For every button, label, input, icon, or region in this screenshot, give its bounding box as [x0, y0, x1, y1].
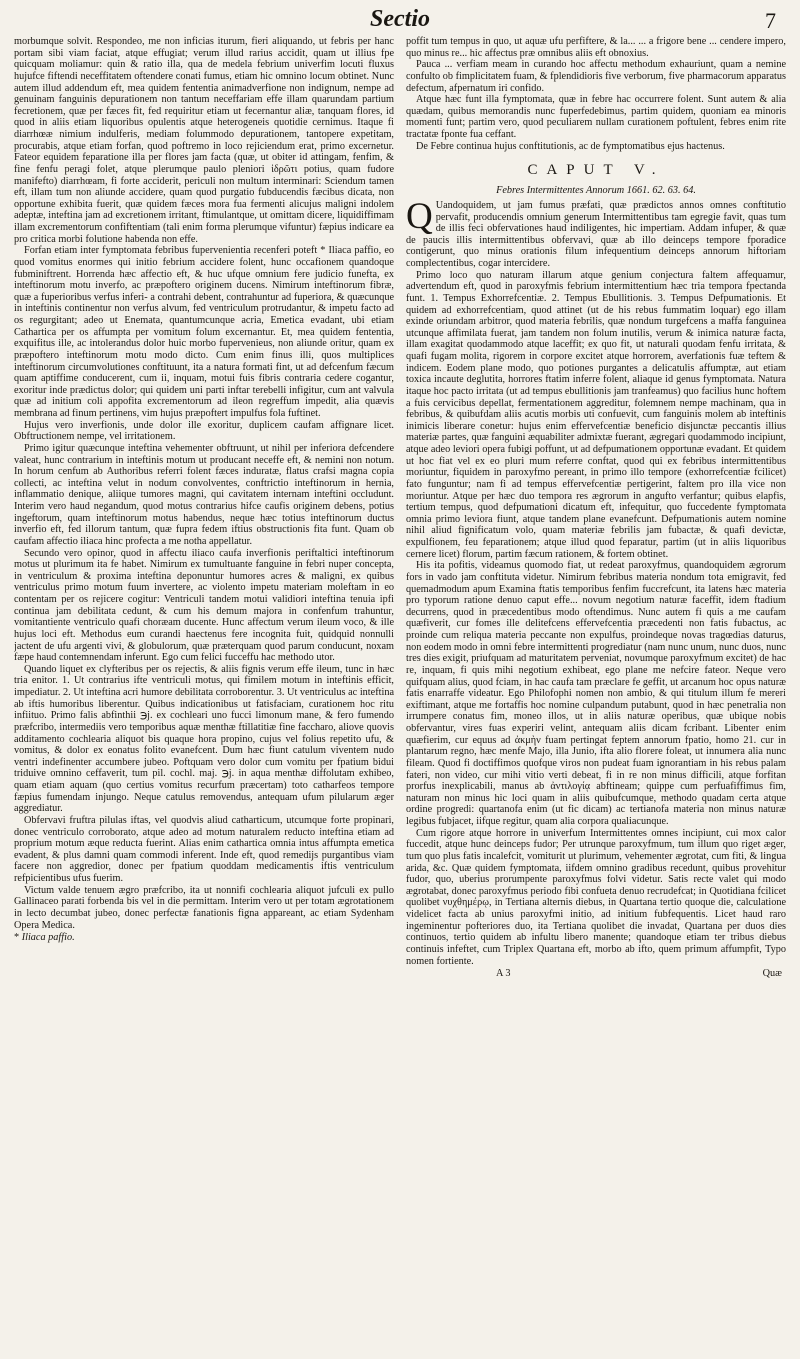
paragraph: Primo loco quo naturam illarum atque genium conjectura faltem affequamur, advertendum eft, quod in paroxyfmis febrium intermittentium hæc tria tempora fpectanda funt. 1. Tempus Exhorrefcentiæ. 2. Tempus Ebullitionis. 3. Tempus Defpumationis. Et quidem ad exhorrefcentiam, quod attinet (ut de his rebus fummatim loquar) ego illam exinde oriundam arbitror, quod materia febrilis, quæ nondum turgefcens a maffa fanguinea utcunque affimilata fuerat, jam tandem non folum inutilis, verum & inimica naturæ facta, illam exagitat quodammodo atque laceffit; ex quo fit, ut naturali quodam fenfu irritata, & quafi fugam molita, rigorem in corpore excitet atque horrorem, averfationis fuæ teftem & indicem. Eodem plane modo, quo potiones purgantes a delicatulis affumptæ, aut etiam toxica incaute deglutita, horrores ftatim inferre folent, aliaque id genus fymptomata. Natura itaque hoc pacto irritata (ut ad tempus ebullitionis jam tranfeamus) quo facilius hunc hoftem a fuis cervicibus depellat, fermentationem aggreditur, folemnem nempe machinam, qua in febribus, & quibufdam aliis acutis morbis uti confuevit, cum fanguinis molem ab inteftinis inimicis liberare conetur: hujus enim effervefcentiæ beneficio disjunctæ peccantis illius materiæ partes, quæ fanguini æquabiliter admixtæ fuerant, ægregari quodammodo incipiunt, atque adeo leviori opera fubigi poffunt, ut ad defpumationem opportunæ evadant. Et quidem ut hoc fiat vel ex eo pluri mum referre conftat, quod qui ex febribus intermittentibus moriuntur, fiquidem in paroxyfmo pereant, in primo illo tempore (exhorrefcentiæ fcilicet) fato funguntur; nam fi ad tempus effervefcentiæ pertigerint, faltem pro illa vice non moriuntur. Atque per hæc duo tempora res ægrorum in angufto verfantur; quibus elapfis, tertium tempus, quod defpumationi dicatum eft, infequitur, quo fuccedente fymptomata omnia primo leviora fiunt, atque tandem plane evanefcunt. Defpumationis autem nomine nihil aliud fignificatum volo, quam materiæ febrilis jam fubactæ, & quafi devictæ, expulfionem, feu feparationem; atque illud quod feparatur, partim (ut in aliis liquoribus cernere licet) florum, partim fæcum rationem, & fortem obtinet.	[406, 269, 786, 560]
left-column	[14, 36, 394, 1336]
right-column	[406, 36, 786, 1336]
paragraph	[406, 195, 786, 270]
section-running-title: Sectio	[370, 6, 430, 32]
page-footer	[406, 968, 786, 980]
paragraph: Forfan etiam inter fymptomata febribus fupervenientia recenferi poteft * Iliaca paffio, eo quod vomitus enormes qui initio febrium accidere folent, hunc occafionem quandoque fubminiftrent. Horrenda hæc affectio eft, & huc ufque omnium fere judicio funefta, ex inteftinorum motu inverfo, ac præpoftero originem ducens. Nimirum inteftinorum fibræ, quæ a fuperioribus verfus inferi- a contrahi debent, contrahuntur ad fuperiora, & quæcunque in inteftinis continentur non verfus alvum, fed ventriculum protrudantur, & impetu facto ad os regurgitant; adeo ut Enemata, quantumcunque acria, Emetica evadant, ubi etiam Cathartica per os affumpta per vomitum folum excernantur. Et, mea quidem fententia, exquifitus ille, ac intolerandus dolor huic morbo fupervenieus, non aliunde oritur, quam ex præpoftero inteftinorum motu modo dicto. Cum enim finus illi, quos multiplices inteftinorum circumvolutiones conftituunt, ita a natura formati fint, ut ad defcenfum fæcum quam aptiffime conducerent, cum ii, inquam, motui fuis fibris contraria cedere cogantur, exoritur inde prædictus dolor; qui quidem uni parti inftar terebelli infigitur, cum ant valvula quæ ad initium coli appofita excrementorum ad ileon regreffum impedit, alia quævis membrana ad finum pertinens, vim hujus præpoftert impulfus fola fuftinet.	[14, 245, 394, 419]
drop-cap: Q	[406, 195, 433, 237]
paragraph: Quando liquet ex clyfteribus per os rejectis, & aliis fignis verum effe ileum, tunc in hæc tria enitor. 1. Ut contrarius ifte ventriculi motus, qui fimilem motum in inteftinis efficit, impediatur. 2. Ut inteftina acri humore debilitata corroborentur. 3. Ut ventriculus ac inteftina ab iftis humoribus liberentur. Quibus indicationibus ut fatisfaciam, curationem hoc ritu infiituo. Primo falis abfinthii ℈j. ex cochleari uno fucci limonum mane, & fero fumendo præfcribo, intermediis vero temporibus aquæ menthæ ftillatitiæ fine faccharo, aliove quovis additamento cochlearia aliquot bis quaque hora propino, cujus vel folius repetito ufu, & vomitus, & dolor ex eonatus folito evanefcent. Dum hæc fiunt catulum viventem nudo ventri indefinenter accumbere jubeo. Poftquam vero dolor cum vomitu per fpatium bidui triduive omnino ceffaverit, tum pil. cochl. maj. ℈j. in aqua menthæ diffolutam exhibeo, quam etiam aquam (quo certius vomitus recurfum præcertam) toto catharfeos tempore fæpius fumendam injungo. Neque catulus removendus, antequam ufum pilularum æger aggrediatur.	[14, 663, 394, 815]
section-title: Febres Intermittentes Annorum 1661. 62. 63. 64.	[496, 185, 696, 197]
paragraph: De Febre continua hujus conftitutionis, ac de fymptomatibus ejus hactenus.	[416, 140, 725, 152]
right-column-body-main	[406, 195, 786, 967]
paragraph: His ita pofitis, videamus quomodo fiat, ut redeat paroxyfmus, quandoquidem ægrorum fors in vado jam conftituta videtur. Nimirum febribus materia nondum tota emigravit, fed quemadmodum apum Examina ftatis temporibus fenfim fuccrefcunt, ita latens hæc materia pro typorum ratione denuo caput effe... novum negotium naturæ faceffit, idem ftadium decurrens, quod in præcedentibus modo oftendimus. Nunc autem fi quis a me caufam quæfiverit, cur fomes ille delitefcens effervefcentia præcedenti non fatis fubactus, ac proinde cum reliqua materia peccante non expulfus, proindeque novas tragœdias daturus, non eodem modo in omni febre intermittenti progrediatur (nam nunc unum, nunc duos, nunc tres dies exigit, priufquam ad maturitatem perveniat, novumque paroxyfmum excitet) de hac re, inquam, fi quis mihi negotium exhibeat, ego plane me nefcire fateor. Neque vero quifquam alius, quod fciam, in hac caufa tam præclare fe geffit, ut arcanum hoc opus naturæ fatis enarraffe videatur. Ego Philofophi nomen non ambio, & qui titulum illum fe mereri exiftimant, atque me fortaffis hoc nomine culpandum putabunt, quod in hæc penetralia non irrumpere conatus fim, moneo illos, ut in aliis naturæ operibus, quæ ubique nobis obfervantur, vires fuas experiri velint, antequam aliis dicam fcribant. Libenter enim quæfierim, cur equus ad ἀκμὴν fuam pertingat feptem annorum fpatio, homo 21. cur in plantarum regno, hæc menfe Majo, illa Junio, ifta alio florere foleat, ut innumera alia nunc fileam. Quod fi doctiffimos quofque viros non pudeat fuam ignorantiam in his rebus palam fateri, non video, cur mihi vitio verti debeat, fi in re non minus difficili, atque forfitan prorfus inexplicabili, manus ab ἀντιλογίᾳ abftineam; quippe cum perfuafiffimus fim, naturam non minus hic loci quam in aliis quibufcumque, methodo quadam certa atque ordine progredi: quartanofa enim (ut fic dicam) ac tertianofa materia non minus naturæ legibus fubjacet, iifque regitur, quam alia corpora qualiacunque.	[406, 560, 786, 828]
paragraph: Secundo vero opinor, quod in affectu iliaco caufa inverfionis periftaltici inteftinorum motus ut plurimum ita fe habet. Nimirum ex tumultuante fanguine in febri nuper concepta, in ventriculum & proxima inteftina deponuntur humores acres & maligni, ex quibus ventriculus primo motum fuum invertere, ac violento impetu materiam moleftam in eo contentam per os rejicere cogitur: Ventriculi tandem motui validiori inteftina tenuia ipfi continua jam debilitata cedunt, & cum his demum majora in confenfum trahuntur, vomitantiente ventriculo quafi choræam ducente. Hunc affectum verum ileum voco, & ille hujus loci eft. Methodus eum curandi haectenus fere incognita fuit, quidquid nonnulli jactent de ufu argenti vivi, & globulorum, quæ præterquam quod parum conducunt, noxam fæpe haud contemnendam inferunt. Ego cum felici fucceffu hac methodo utor.	[14, 547, 394, 664]
footnote-text: Iliaca paffio.	[21, 932, 75, 944]
paragraph: Cum rigore atque horrore in univerfum Intermittentes omnes incipiunt, cui mox calor fuccedit, atque hunc deinceps fudor; Per utrunque paroxyfmum, tum illum quo riget æger, tum quo plus fatis incalefcit, vomiturit ut plurimum, vehementer ægrotat, cum fiti, & lingua arida, &c. Quæ quidem fymptomata, iifdem omnino gradibus recedunt, quibus provehitur fudor, quo, uberius prorumpente paroxyfmus folvi videtur. Satis recte valet qui modo ægrotabat, donec paroxyfmus periodo fibi confueta denuo recrudefcat; in Quotidiana fcilicet quolibet νυχθημέρῳ, in Tertiana alternis diebus, in Quartana tertio quoque die, calculatione videlicet facta ab unius paroxyfmi initio, ad initium fubfequentis. Licet haud raro ingeminentur pofteriores duo, ita Tertiana quolibet die invadat, Quartana per duos dies continuos, tertio quidem ab infultu libero manente; quandoque etiam ter tribus diebus continuis infeftet, cum Triplex Quartana eft, morbo ab ifto, quem primum affumpfit, Typo nomen fortiente.	[406, 827, 786, 967]
paragraph: Hujus vero inverfionis, unde dolor ille exoritur, duplicem caufam affignare licet. Obftructionem nempe, vel irritationem.	[14, 419, 394, 443]
running-head	[14, 6, 786, 36]
footnote-marker: *	[14, 932, 20, 944]
footnote	[14, 932, 394, 944]
paragraph-text: Uandoquidem, ut jam fumus præfati, quæ prædictos annos omnes conftitutio pervafit, producendis omnium generum Intermittentibus tam egregie favit, quas tum de illis feci obfervationes haud indiligentes, hic impertiam. Addam infuper, & quæ de paucis illis intermittentibus obfervavi, quæ ab illo deinceps tempore fporadice contigerunt, quo minus orationis filum infequentium deinceps annorum hiftoriam complectentibus, cogar intercidere.	[406, 199, 786, 270]
paragraph: Obfervavi fruftra pilulas iftas, vel quodvis aliud catharticum, utcumque forte propinari, donec ventriculo corroborato, atque adeo ad motum naturalem reducto inteftina etiam ad proprium motum æque reducta fuerint. Alias enim cathartica omnia intus affumpta emetica evadent, & plus damni quam commodi inferent. Inde eft, quod remedijs purgantibus viam facere non aggredior, donec per fpatium quoddam medicamentis iftis ventriculum refpicientibus ufus fuerim.	[14, 814, 394, 884]
catchword: Quæ	[762, 968, 782, 980]
signature-mark: A 3	[496, 968, 511, 980]
two-column-text	[14, 36, 786, 1336]
chapter-heading: CAPUT V.	[527, 162, 665, 179]
paragraph: morbumque solvit. Respondeo, me non inficias iturum, fieri aliquando, ut febris per hanc portam sibi viam faciat, atque effugiat; verum illud rarius accidit, quam ut illius fpe quicquam moliamur: quin & ratio illa, qua de medela febrium univerfim locuti fluxus hujufce fiftendi neceffitatem oftendere conati fumus, etiam hic omnino locum obtinet. Nunc autem illud addendum eft, mea quidem fententia animadverfione non indignum, nempe ad genuinam fanguinis depurationem non tantum neceffariam effe illam quarundam partium fecretionem, quæ per fæces fit, fed requiritur etiam ut fecernantur aliæ, tanquam flores, id quod in aliis etiam liquoribus opulentis atque heterogeneis quotidie cernimus. Itaque fi diarrhœæ nimium indulferis, mediam folummodo depurationem, tantopere expetitam, procurabis, atque etiam forfan, quod poftremo in loco rejiciendum erat, primo excernetur. Fateor equidem feparatione illa per flores jam facta (quæ, ut obiter id attingam, fenfim, & fine fenfu peragi folet, atque plerumque paulo pleniori ἰδρῶτι potius, quam fudore manifefto) diarrhœam, fi forte acciderit, periculi non multum interminari: Sciendum tamen eft, illam tum non aliunde accidere, quam quod purgatio fubducendis fæcibus dicata, non opportune exhibita fuerit, quæ quidem fæces mora fua fermenti alicujus maligni indolem adeptæ, inteftina jam ad excretionem irritant, ftimulantque, ut omittam dicere, liquidiffimam illam excrementorum confiftentiam (tali enim forma plerumque vifuntur) fæpius indicare ea pro critica morbi folutione habenda non effe.	[14, 36, 394, 245]
left-column-body	[14, 36, 394, 931]
paragraph: Pauca ... verfiam meam in curando hoc affectu methodum exhauriunt, quam a nemine confulto ob fimplicitatem fuam, & fplendidioris five verborum, five pharmacorum apparatus defectum, afpernatum iri confido.	[406, 59, 786, 94]
right-column-body-top	[406, 36, 786, 152]
page-number: 7	[765, 8, 776, 33]
paragraph: Primo igitur quæcunque inteftina vehementer obftruunt, ut nihil per inferiora defcendere valeat, hunc contrarium in inteftinis motum ut producant neceffe eft, & nemini non notum. In horum cenfum ab Authoribus referri folent fæces induratæ, flatus crafsi magna copia collecti, ac inteftina velut in nodum convolventes, conftrictio inteftinorum in hernia, inflammatio denique, aliique tumores magni, qui cavitatem internam inteftini occludunt. Interim vero haud negandum, quod motus contrarius hifce caufis originem debens, potius ingeftorum, quam inteftinorum motus habendus, neque hæc totius inteftinorum ductus inverfio eft, fed illorum tantum, quæ fupra fedem iftius obstructionis fita funt. Quam ob caufam affectio iliaca hinc profecta a me notha appellatur.	[14, 442, 394, 547]
paragraph: poffit tum tempus in quo, ut aquæ ufu perfiftere, & la... ... a frigore bene ... cendere impero, quo minus re... hic affectus præ omnibus aliis eft obnoxius.	[406, 36, 786, 59]
paragraph: Atque hæc funt illa fymptomata, quæ in febre hac occurrere folent. Sunt autem & alia quædam, quibus memorandis nunc fuperfedebimus, partim quidem, quoniam ea minoris momenti funt; partim vero, quod peculiarem nullam curationem poftulent, febres enim rite tractatæ fponte fua ceffant.	[406, 94, 786, 140]
paragraph: Victum valde tenuem ægro præfcribo, ita ut nonnifi cochlearia aliquot jufculi ex pullo Gallinaceo parati forbenda bis vel in die permittam. Interim vero ut per totam ægrotationem in lecto decumbat jubeo, donec perfectæ fanationis figna appareant, ac etiam Sydenham Opera Medica.	[14, 884, 394, 931]
